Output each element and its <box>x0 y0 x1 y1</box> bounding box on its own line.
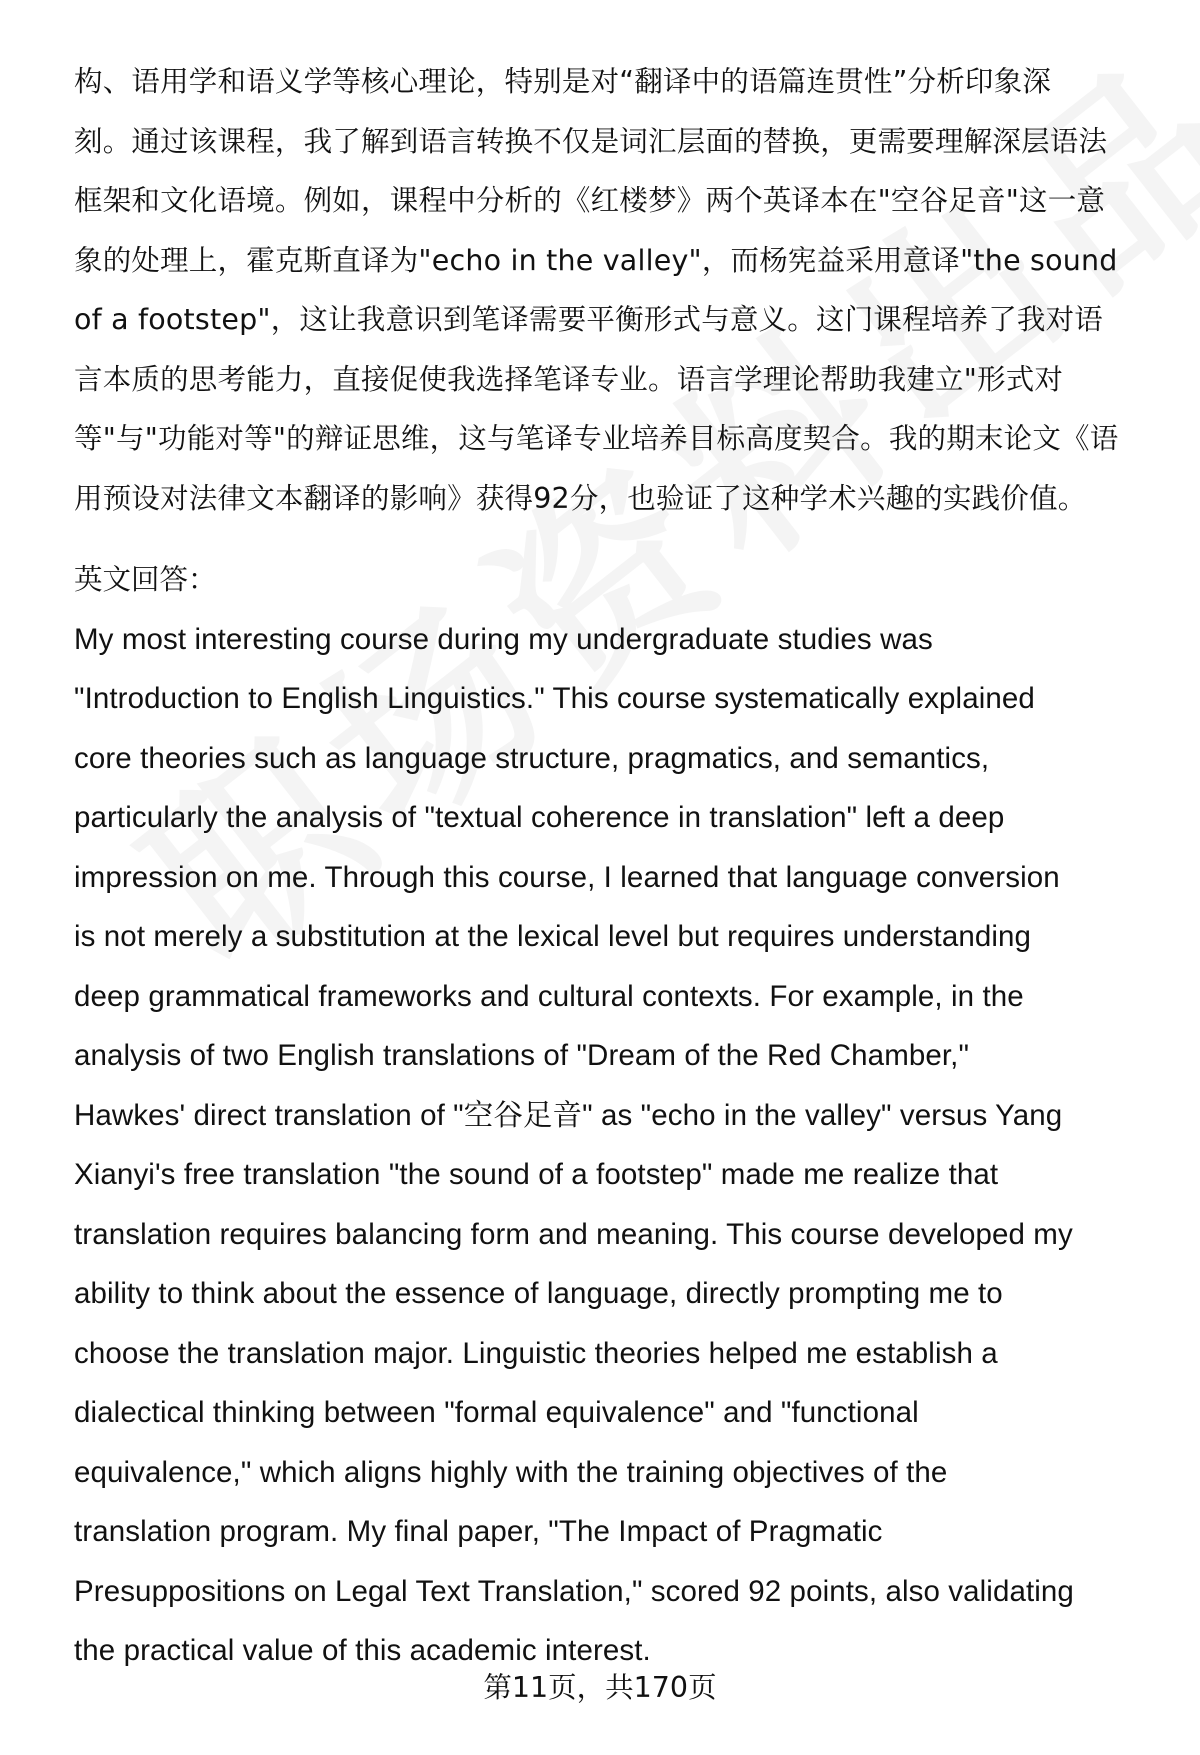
text-line: ability to think about the essence of language, directly prompting me to <box>74 1277 1003 1310</box>
text-line: 框架和文化语境。例如，课程中分析的《红楼梦》两个英译本在"空谷足音"这一意 <box>74 184 1106 217</box>
text-line: "Introduction to English Linguistics." This course systematically explained <box>74 682 1035 715</box>
text-line: 等"与"功能对等"的辩证思维，这与笔译专业培养目标高度契合。我的期末论文《语 <box>74 422 1119 455</box>
text-line: choose the translation major. Linguistic theories helped me establish a <box>74 1336 998 1370</box>
text-line: 言本质的思考能力，直接促使我选择笔译专业。语言学理论帮助我建立"形式对 <box>74 362 1064 396</box>
page-number-footer: 第11页，共170页 <box>483 1671 717 1704</box>
page-content <box>74 52 1164 1681</box>
text-line: deep grammatical frameworks and cultural contexts. For example, in the <box>74 979 1024 1013</box>
text-line: translation requires balancing form and meaning. This course developed my <box>74 1217 1073 1251</box>
english-answer-label: 英文回答： <box>74 563 217 596</box>
text-line: of a footstep"，这让我意识到笔译需要平衡形式与意义。这门课程培养了我对语 <box>74 303 1103 336</box>
text-line: Presuppositions on Legal Text Translation," scored 92 points, also validating <box>74 1574 1074 1608</box>
text-line: core theories such as language structure, pragmatics, and semantics, <box>74 741 990 775</box>
text-line: 刻。通过该课程，我了解到语言转换不仅是词汇层面的替换，更需要理解深层语法 <box>74 124 1108 158</box>
text-line: particularly the analysis of "textual coherence in translation" left a deep <box>74 801 1005 834</box>
text-line: Xianyi's free translation "the sound of a footstep" made me realize that <box>74 1158 999 1191</box>
text-line: 象的处理上，霍克斯直译为"echo in the valley"，而杨宪益采用意译"the sound <box>74 243 1118 277</box>
text-line: My most interesting course during my undergraduate studies was <box>74 622 933 656</box>
text-line: dialectical thinking between "formal equivalence" and "functional <box>74 1396 919 1429</box>
text-line: analysis of two English translations of "Dream of the Red Chamber," <box>74 1039 970 1072</box>
text-line: the practical value of this academic interest. <box>74 1634 651 1667</box>
text-line: Hawkes' direct translation of "空谷足音" as "echo in the valley" versus Yang <box>74 1098 1063 1132</box>
text-line: 构、语用学和语义学等核心理论，特别是对“翻译中的语篇连贯性”分析印象深 <box>74 65 1052 98</box>
english-answer-paragraph <box>74 610 1164 1681</box>
text-line: 用预设对法律文本翻译的影响》获得92分，也验证了这种学术兴趣的实践价值。 <box>74 481 1087 515</box>
text-line: translation program. My final paper, "The Impact of Pragmatic <box>74 1515 883 1548</box>
text-line: equivalence," which aligns highly with the training objectives of the <box>74 1455 948 1489</box>
text-line: is not merely a substitution at the lexical level but requires understanding <box>74 920 1032 953</box>
chinese-answer-paragraph <box>74 52 1164 528</box>
text-line: impression on me. Through this course, I learned that language conversion <box>74 860 1060 894</box>
